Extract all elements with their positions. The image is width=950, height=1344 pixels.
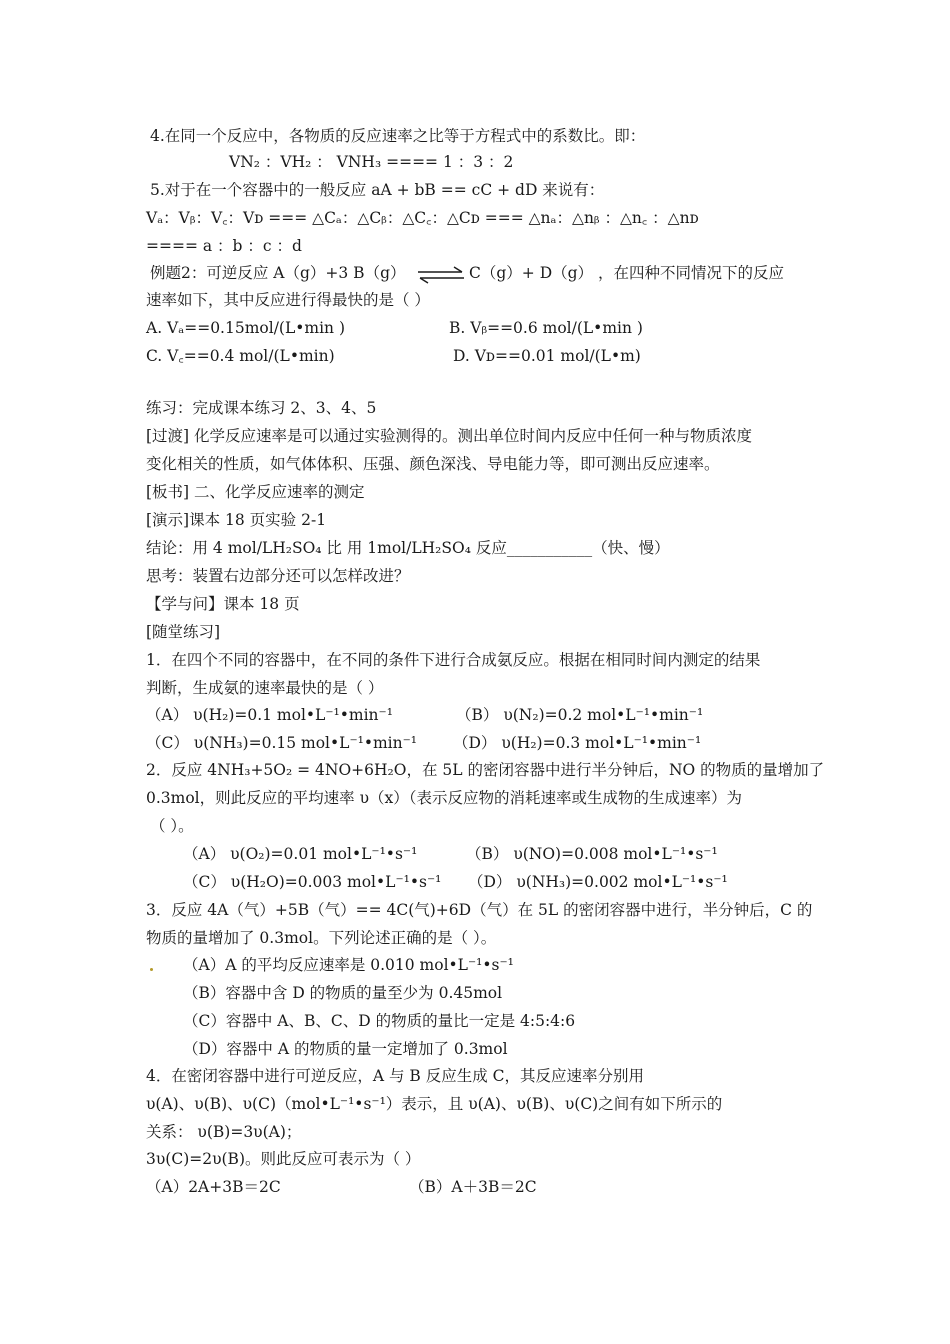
option-d: （D） υ(H₂)=0.3 mol•L⁻¹•min⁻¹ (453, 734, 702, 752)
option-a: （A）2A+3B＝2C (146, 1178, 281, 1196)
question-2: 2．反应 4NH₃+5O₂ = 4NO+6H₂O，在 5L 的密闭容器中进行半分钟后，NO 的物质的量增加了 (146, 761, 825, 779)
option-a: （A）A 的平均反应速率是 0.010 mol•L⁻¹•s⁻¹ (183, 956, 514, 974)
decorative-dot (150, 968, 153, 971)
text-line: υ(A)、υ(B)、υ(C)（mol•L⁻¹•s⁻¹）表示，且 υ(A)、υ(B)、υ(C)之间有如下所示的 (146, 1095, 723, 1113)
option-b: B. Vᵦ==0.6 mol/(L•min ) (449, 319, 643, 337)
question-1: 1．在四个不同的容器中，在不同的条件下进行合成氨反应。根据在相同时间内测定的结果 (146, 651, 761, 669)
option-c: （C） υ(NH₃)=0.15 mol•L⁻¹•min⁻¹ (146, 734, 418, 752)
text-line: ==== a ：b ：c ：d (146, 237, 302, 255)
option-b: （B）A＋3B＝2C (409, 1178, 537, 1196)
option-a: （A） υ(H₂)=0.1 mol•L⁻¹•min⁻¹ (146, 706, 393, 724)
text-line: C（g）+ D（g） ，在四种不同情况下的反应 (469, 264, 784, 282)
option-c: C. V꜀==0.4 mol/(L•min) (146, 347, 335, 365)
text-line: 物质的量增加了 0.3mol。下列论述正确的是（ ）。 (146, 929, 497, 947)
section-heading: [板书] 二、化学反应速率的测定 (146, 483, 365, 501)
text-line: 4.在同一个反应中，各物质的反应速率之比等于方程式中的系数比。即： (150, 127, 646, 145)
option-b: （B） υ(NO)=0.008 mol•L⁻¹•s⁻¹ (466, 845, 718, 863)
option-d: D. Vᴅ==0.01 mol/(L•m) (453, 347, 641, 365)
text-line: 变化相关的性质，如气体体积、压强、颜色深浅、导电能力等，即可测出反应速率。 (146, 455, 720, 473)
text-line: Vₐ：Vᵦ：V꜀：Vᴅ === △Cₐ：△Cᵦ：△C꜀：△Cᴅ === △nₐ：△nᵦ ：△n꜀ ：△nᴅ (146, 209, 699, 227)
option-c: （C） υ(H₂O)=0.003 mol•L⁻¹•s⁻¹ (183, 873, 442, 891)
text-line: 0.3mol，则此反应的平均速率 υ（x）（表示反应物的消耗速率或生成物的生成速率）为 (146, 789, 742, 807)
text-line: 5.对于在一个容器中的一般反应 aA + bB == cC + dD 来说有： (150, 181, 605, 199)
option-a: （A） υ(O₂)=0.01 mol•L⁻¹•s⁻¹ (183, 845, 418, 863)
text-line: [演示]课本 18 页实验 2-1 (146, 511, 327, 529)
option-b: （B）容器中含 D 的物质的量至少为 0.45mol (183, 984, 503, 1002)
text-line: [随堂练习] (146, 623, 221, 641)
text-line: VN₂ ：VH₂ ： VNH₃ ==== 1 ：3 ：2 (229, 153, 514, 171)
text-line: （ ）。 (150, 817, 194, 835)
reversible-arrow-icon (416, 266, 466, 284)
question-4: 4．在密闭容器中进行可逆反应，A 与 B 反应生成 C，其反应速率分别用 (146, 1067, 645, 1085)
option-d: （D） υ(NH₃)=0.002 mol•L⁻¹•s⁻¹ (468, 873, 728, 891)
option-b: （B） υ(N₂)=0.2 mol•L⁻¹•min⁻¹ (456, 706, 704, 724)
text-line: 练习：完成课本练习 2、3、4、5 (146, 399, 377, 417)
text-line: 关系： υ(B)=3υ(A)； (146, 1123, 302, 1141)
question-3: 3．反应 4A（气）+5B（气）== 4C(气)+6D（气）在 5L 的密闭容器中进行，半分钟后，C 的 (146, 901, 813, 919)
text-line: 判断，生成氨的速率最快的是（ ） (146, 679, 384, 697)
example-heading: 例题2：可逆反应 A（g）+3 B（g） (150, 264, 406, 282)
text-line: 结论：用 4 mol/LH₂SO₄ 比 用 1mol/LH₂SO₄ 反应___________（快、慢） (146, 539, 670, 557)
option-c: （C）容器中 A、B、C、D 的物质的量比一定是 4:5:4:6 (183, 1012, 576, 1030)
option-d: （D）容器中 A 的物质的量一定增加了 0.3mol (183, 1040, 508, 1058)
text-line: [过渡] 化学反应速率是可以通过实验测得的。测出单位时间内反应中任何一种与物质浓度 (146, 427, 753, 445)
text-line: 3υ(C)=2υ(B)。则此反应可表示为（ ） (146, 1150, 421, 1168)
text-line: 思考：装置右边部分还可以怎样改进？ (146, 567, 410, 585)
option-a: A. Vₐ==0.15mol/(L•min ) (146, 319, 346, 337)
text-line: 【学与问】课本 18 页 (146, 595, 300, 613)
text-line: 速率如下，其中反应进行得最快的是（ ） (146, 291, 430, 309)
